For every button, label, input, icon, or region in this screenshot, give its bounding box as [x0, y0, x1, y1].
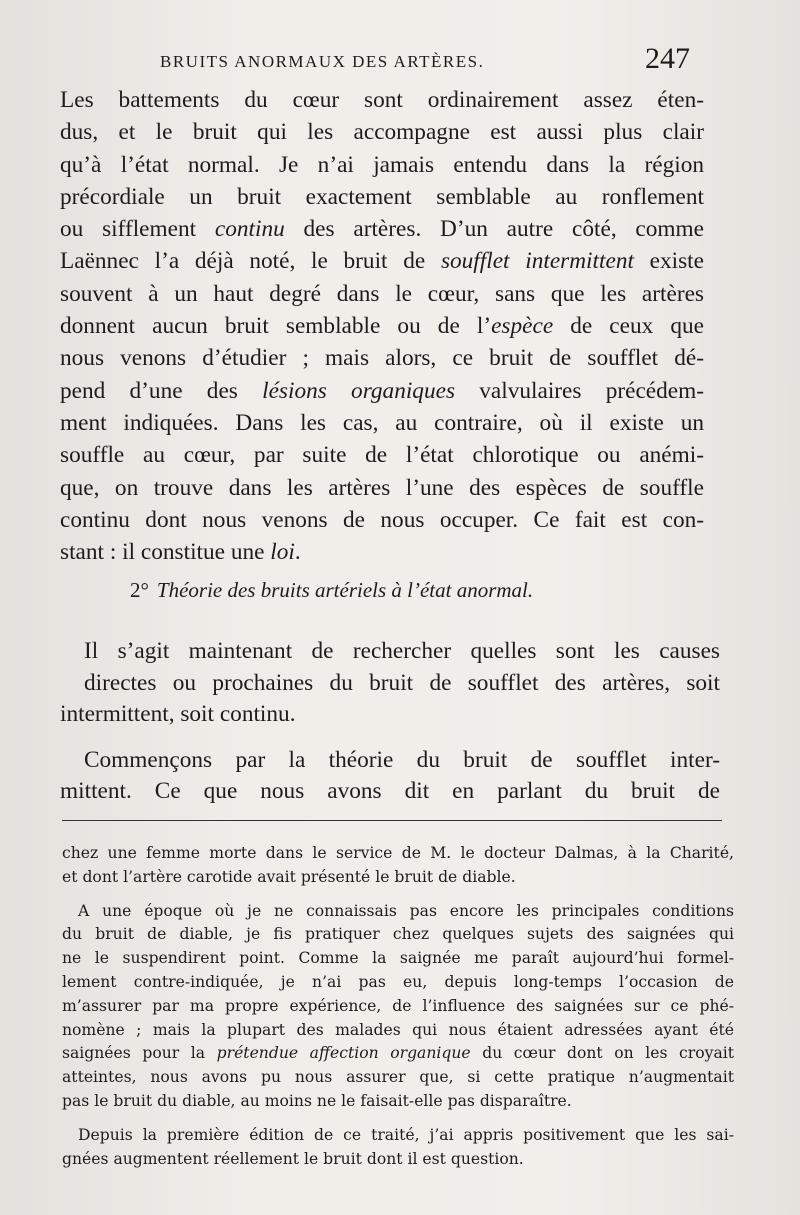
- text-line: [60, 245, 704, 277]
- text-run: valvulaires précédem-: [455, 377, 704, 404]
- footnote-line: lement contre-indiquée, je n’ai pas eu, depuis long-temps l’occasion de: [62, 972, 734, 991]
- footnote-line: m’assurer par ma propre expérience, de l’influence des saignées sur ce phé-: [62, 996, 734, 1015]
- text-run: stant : il constitue une: [60, 539, 271, 566]
- footnote-line: Depuis la première édition de ce traité, j’ai appris positivement que les sai-: [78, 1125, 734, 1144]
- text-line: nous venons d’étudier ; mais alors, ce bruit de soufflet dé-: [60, 345, 704, 372]
- text-line: souvent à un haut degré dans le cœur, sans que les artères: [60, 280, 704, 307]
- text-line: précordiale un bruit exactement semblable au ronflement: [60, 183, 704, 210]
- footnote-divider: [62, 820, 722, 821]
- footnote-paragraph: [62, 900, 734, 1114]
- italic-run: soufflet intermittent: [440, 248, 634, 275]
- section-heading: [130, 578, 690, 603]
- text-line: [60, 310, 704, 342]
- text-run: ou sifflement: [60, 216, 215, 243]
- text-run: donnent aucun bruit semblable ou de l’: [60, 313, 492, 340]
- text-run: Laënnec l’a déjà noté, le bruit de: [60, 248, 441, 275]
- italic-run: lésions organiques: [262, 377, 456, 404]
- footnote-line: atteintes, nous avons pu nous assurer que, si cette pratique n’augmentait: [62, 1068, 734, 1087]
- text-run: existe: [633, 248, 704, 275]
- text-line: dus, et le bruit qui les accompagne est aussi plus clair: [60, 119, 704, 146]
- footnote-line: ne le suspendirent point. Comme la saignée me paraît aujourd’hui formel-: [62, 949, 734, 968]
- footnote-line: et dont l’artère carotide avait présenté le bruit de diable.: [62, 867, 516, 886]
- text-line: Les battements du cœur sont ordinairement assez éten-: [60, 87, 704, 113]
- text-line: [60, 536, 704, 568]
- text-line: qu’à l’état normal. Je n’ai jamais entendu dans la région: [60, 151, 704, 178]
- page-number: 247: [645, 42, 690, 75]
- text-run: du cœur dont on les croyait: [470, 1044, 734, 1063]
- page-header: [160, 42, 700, 80]
- footnote-line: nomène ; mais la plupart des malades qui nous étaient adressées ayant été: [62, 1020, 734, 1039]
- text-line: souffle au cœur, par suite de l’état chlorotique ou anémi-: [60, 442, 704, 469]
- footnote-line: du bruit de diable, je fis pratiquer chez quelques sujets des saignées qui: [62, 925, 734, 944]
- footnote-line: A une époque où je ne connaissais pas encore les principales conditions: [78, 901, 734, 920]
- footnote-line: chez une femme morte dans le service de M. le docteur Dalmas, à la Charité,: [62, 844, 734, 862]
- running-head: BRUITS ANORMAUX DES ARTÈRES.: [160, 52, 485, 71]
- text-run: de ceux que: [553, 313, 704, 340]
- text-line: continu dont nous venons de nous occuper. Ce fait est con-: [60, 506, 704, 533]
- footnote-line: [62, 1042, 734, 1066]
- text-line: intermittent, soit continu.: [60, 701, 296, 727]
- italic-run: continu: [214, 216, 285, 243]
- text-line: directes ou prochaines du bruit de soufflet des artères, soit: [84, 669, 720, 696]
- footnotes: [62, 842, 734, 1171]
- paragraph-heart-sounds: [60, 84, 704, 568]
- text-line: que, on trouve dans les artères l’une des espèces de souffle: [60, 474, 704, 501]
- text-line: [60, 375, 704, 407]
- paragraph-theory: [60, 745, 720, 808]
- text-line: Il s’agit maintenant de rechercher quelles sont les causes: [84, 638, 720, 664]
- footnote-paragraph: [62, 1124, 734, 1172]
- text-run: .: [294, 539, 301, 566]
- text-run: saignées pour la: [62, 1044, 217, 1063]
- footnote-line: gnées augmentent réellement le bruit dont il est question.: [62, 1149, 524, 1168]
- text-line: mittent. Ce que nous avons dit en parlant du bruit de: [60, 778, 720, 804]
- paragraph-causes: [60, 636, 720, 731]
- section-number: 2°: [130, 578, 149, 602]
- section-title: Théorie des bruits artériels à l’état anormal.: [156, 578, 534, 602]
- italic-run: prétendue affection organique: [216, 1044, 471, 1063]
- section-body: [60, 636, 720, 808]
- text-line: ment indiquées. Dans les cas, au contraire, où il existe un: [60, 409, 704, 436]
- footnote-line: pas le bruit du diable, au moins ne le faisait-elle pas disparaître.: [62, 1091, 572, 1110]
- text-line: [60, 213, 704, 245]
- text-run: pend d’une des: [60, 377, 263, 404]
- italic-run: espèce: [491, 313, 554, 340]
- italic-run: loi: [270, 539, 295, 566]
- text-line: Commençons par la théorie du bruit de soufflet inter-: [84, 746, 720, 773]
- text-run: des artères. D’un autre côté, comme: [284, 216, 704, 243]
